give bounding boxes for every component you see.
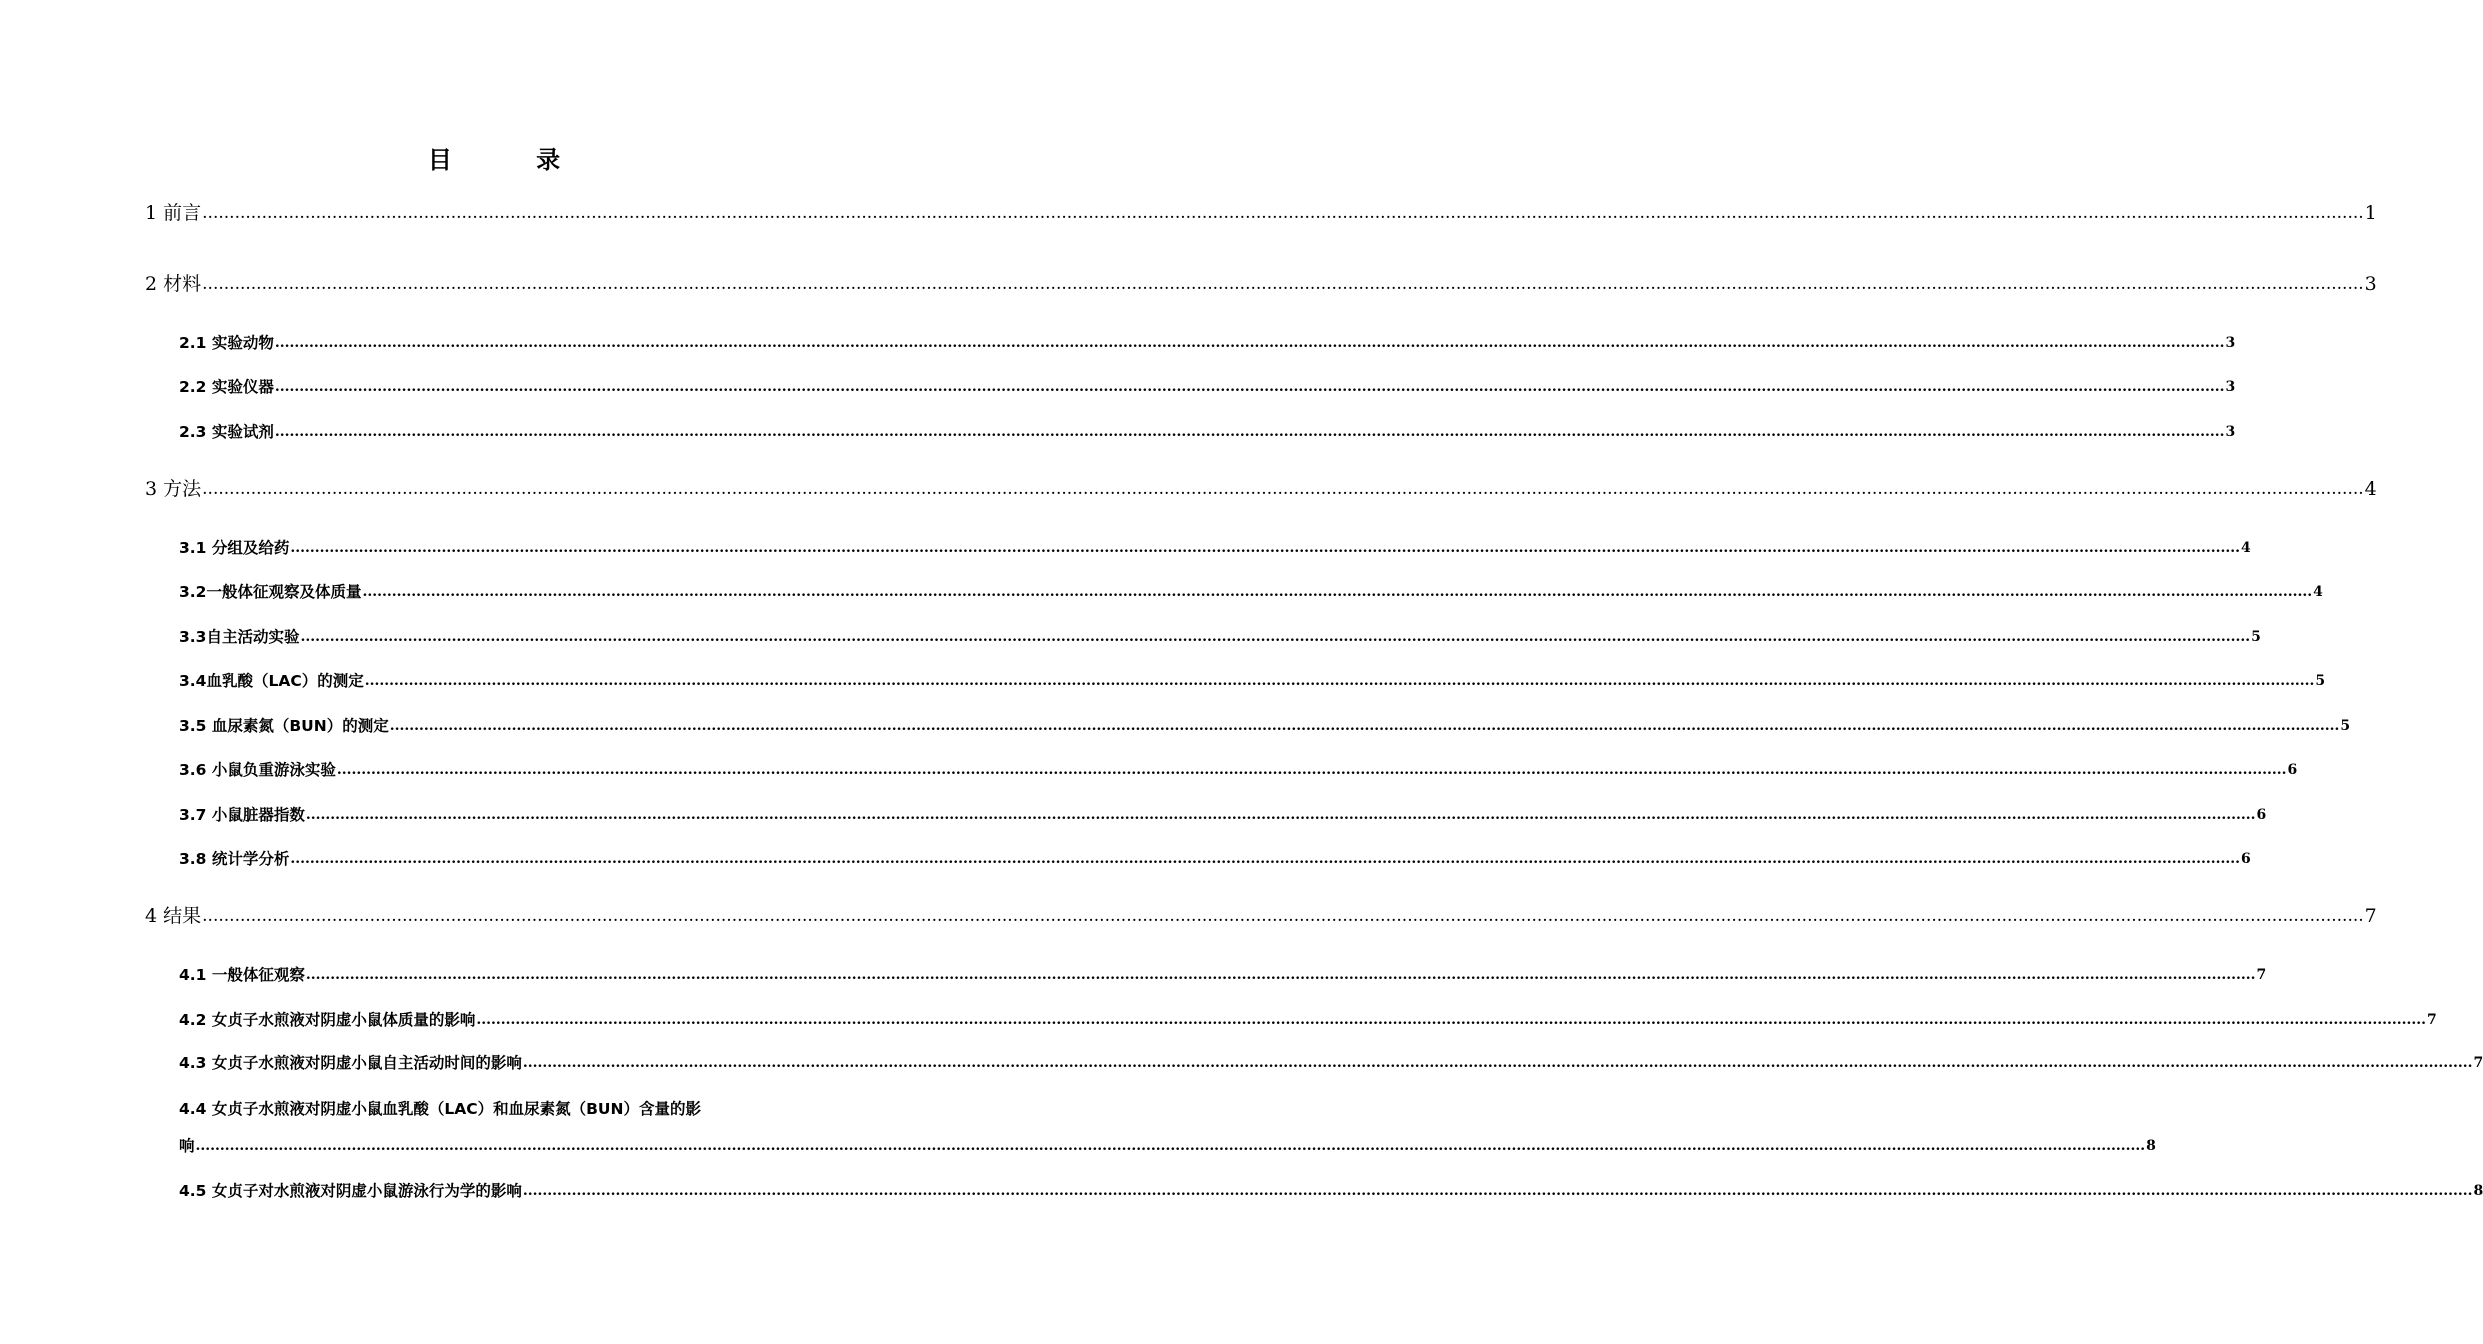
toc-page-number: 8 [2473, 1183, 2483, 1199]
toc-entry-2[interactable] [145, 272, 2377, 296]
toc-entry-label: 4 结果 [145, 905, 202, 927]
leader-dots: ................................................................................................................................................................................................................................................................................................................................................................................................................ [300, 629, 2251, 645]
leader-dots: ................................................................................................................................................................................................................................................................................................................................................................................................................ [362, 584, 2313, 600]
toc-entry-label: 3 方法 [145, 478, 202, 500]
toc-page-number: 4 [2313, 584, 2323, 600]
toc-entry-label: 3.7 小鼠脏器指数 [179, 806, 305, 824]
toc-entry-2-3[interactable] [179, 422, 2236, 442]
toc-entry-label: 4.1 一般体征观察 [179, 966, 305, 984]
toc-page-number: 3 [2364, 273, 2377, 295]
toc-page-number: 3 [2225, 424, 2236, 440]
toc-entry-3[interactable] [145, 477, 2377, 501]
toc-entry-2-1[interactable] [179, 333, 2236, 353]
toc-page-number: 6 [2287, 762, 2298, 778]
toc-entry-4-3[interactable] [179, 1053, 2483, 1073]
leader-dots: ................................................................................................................................................................................................................................................................................................................................................................................................................ [202, 203, 2364, 223]
toc-page-number: 8 [2146, 1138, 2156, 1154]
toc-page-number: 3 [2225, 379, 2236, 395]
toc-entry-1[interactable] [145, 201, 2377, 225]
toc-entry-label: 2.2 实验仪器 [179, 378, 274, 396]
toc-entry-label: 响 [179, 1137, 195, 1155]
toc-entry-label: 3.1 分组及给药 [179, 539, 290, 557]
toc-entry-label: 4.2 女贞子水煎液对阴虚小鼠体质量的影响 [179, 1011, 476, 1029]
toc-entry-4-5[interactable] [179, 1181, 2483, 1201]
toc-page-number: 7 [2473, 1055, 2483, 1071]
toc-page-number: 5 [2251, 629, 2261, 645]
leader-dots: ................................................................................................................................................................................................................................................................................................................................................................................................................ [290, 540, 2240, 556]
leader-dots: ................................................................................................................................................................................................................................................................................................................................................................................................................ [522, 1055, 2473, 1071]
leader-dots: ................................................................................................................................................................................................................................................................................................................................................................................................................ [389, 718, 2340, 734]
leader-dots: ................................................................................................................................................................................................................................................................................................................................................................................................................ [305, 967, 2256, 983]
toc-entry-label: 2.1 实验动物 [179, 334, 274, 352]
toc-entry-label: 3.4血乳酸（LAC）的测定 [179, 672, 364, 690]
toc-entry-label: 3.2一般体征观察及体质量 [179, 583, 362, 601]
toc-entry-3-2[interactable] [179, 582, 2323, 602]
toc-page-number: 5 [2340, 718, 2351, 734]
toc-entry-2-2[interactable] [179, 377, 2236, 397]
leader-dots: ................................................................................................................................................................................................................................................................................................................................................................................................................ [274, 335, 2225, 351]
toc-entry-label: 4.3 女贞子水煎液对阴虚小鼠自主活动时间的影响 [179, 1054, 522, 1072]
toc-entry-3-6[interactable] [179, 760, 2298, 780]
toc-entry-3-4[interactable] [179, 671, 2326, 691]
leader-dots: ................................................................................................................................................................................................................................................................................................................................................................................................................ [202, 479, 2364, 499]
toc-entry-4-2[interactable] [179, 1010, 2437, 1030]
toc-entry-label: 1 前言 [145, 202, 202, 224]
toc-entry-3-8[interactable] [179, 849, 2251, 869]
toc-page-number: 6 [2240, 851, 2251, 867]
toc-entry-3-3[interactable] [179, 627, 2261, 647]
toc-page-number: 4 [2240, 540, 2251, 556]
leader-dots: ................................................................................................................................................................................................................................................................................................................................................................................................................ [202, 906, 2364, 926]
toc-entry-label: 3.5 血尿素氮（BUN）的测定 [179, 717, 389, 735]
leader-dots: ................................................................................................................................................................................................................................................................................................................................................................................................................ [202, 274, 2364, 294]
toc-entry-label: 3.6 小鼠负重游泳实验 [179, 761, 336, 779]
leader-dots: ................................................................................................................................................................................................................................................................................................................................................................................................................ [336, 762, 2287, 778]
toc-page-number: 6 [2256, 807, 2267, 823]
leader-dots: ................................................................................................................................................................................................................................................................................................................................................................................................................ [195, 1138, 2146, 1154]
toc-entry-4-1[interactable] [179, 965, 2267, 985]
toc-page-number: 1 [2364, 202, 2377, 224]
toc-entry-label: 3.3自主活动实验 [179, 628, 300, 646]
toc-title: 目 录 [427, 146, 599, 174]
toc-entry-label: 2.3 实验试剂 [179, 423, 274, 441]
toc-entry-4-4-line1[interactable]: 4.4 女贞子水煎液对阴虚小鼠血乳酸（LAC）和血尿素氮（BUN）含量的影 [179, 1100, 701, 1118]
toc-entry-3-5[interactable] [179, 716, 2351, 736]
toc-page-number: 3 [2225, 335, 2236, 351]
toc-page-number: 7 [2364, 905, 2377, 927]
toc-entry-3-7[interactable] [179, 805, 2267, 825]
toc-entry-3-1[interactable] [179, 538, 2251, 558]
toc-page-number: 7 [2256, 967, 2267, 983]
leader-dots: ................................................................................................................................................................................................................................................................................................................................................................................................................ [274, 424, 2225, 440]
toc-page-number: 5 [2315, 673, 2326, 689]
toc-entry-4-4[interactable] [179, 1136, 2156, 1156]
leader-dots: ................................................................................................................................................................................................................................................................................................................................................................................................................ [476, 1012, 2426, 1028]
leader-dots: ................................................................................................................................................................................................................................................................................................................................................................................................................ [274, 379, 2225, 395]
leader-dots: ................................................................................................................................................................................................................................................................................................................................................................................................................ [364, 673, 2315, 689]
leader-dots: ................................................................................................................................................................................................................................................................................................................................................................................................................ [290, 851, 2240, 867]
leader-dots: ................................................................................................................................................................................................................................................................................................................................................................................................................ [305, 807, 2256, 823]
toc-entry-label: 4.5 女贞子对水煎液对阴虚小鼠游泳行为学的影响 [179, 1182, 522, 1200]
toc-entry-4[interactable] [145, 904, 2377, 928]
toc-page-number: 4 [2364, 478, 2377, 500]
leader-dots: ................................................................................................................................................................................................................................................................................................................................................................................................................ [522, 1183, 2473, 1199]
toc-entry-label: 3.8 统计学分析 [179, 850, 290, 868]
toc-page-number: 7 [2426, 1012, 2437, 1028]
toc-entry-label: 2 材料 [145, 273, 202, 295]
